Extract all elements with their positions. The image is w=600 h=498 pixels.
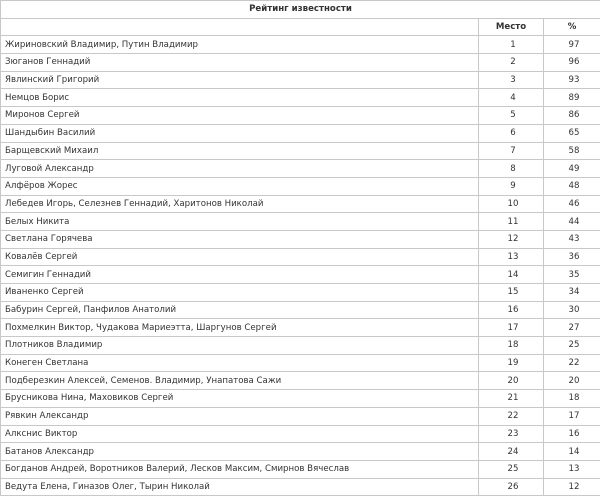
table-row bbox=[1, 36, 600, 54]
header-percent: % bbox=[544, 18, 600, 36]
candidate-name-cell: Зюганов Геннадий bbox=[1, 54, 479, 72]
place-cell: 3 bbox=[479, 71, 544, 89]
candidate-name-cell: Подберезкин Алексей, Семенов. Владимир, Унапатова Сажи bbox=[1, 372, 479, 390]
percent-cell: 17 bbox=[544, 407, 600, 425]
percent-cell: 46 bbox=[544, 195, 600, 213]
table-row bbox=[1, 354, 600, 372]
table-row bbox=[1, 71, 600, 89]
percent-cell: 12 bbox=[544, 478, 600, 496]
candidate-name-cell: Барщевский Михаил bbox=[1, 142, 479, 160]
percent-cell: 16 bbox=[544, 425, 600, 443]
percent-cell: 36 bbox=[544, 248, 600, 266]
candidate-name-cell: Ковалёв Сергей bbox=[1, 248, 479, 266]
candidate-name-cell: Шандыбин Василий bbox=[1, 124, 479, 142]
percent-cell: 18 bbox=[544, 390, 600, 408]
percent-cell: 43 bbox=[544, 230, 600, 248]
table-row bbox=[1, 390, 600, 408]
table-row bbox=[1, 425, 600, 443]
place-cell: 18 bbox=[479, 337, 544, 355]
percent-cell: 89 bbox=[544, 89, 600, 107]
table-row bbox=[1, 89, 600, 107]
place-cell: 23 bbox=[479, 425, 544, 443]
candidate-name-cell: Семигин Геннадий bbox=[1, 266, 479, 284]
table-row bbox=[1, 124, 600, 142]
place-cell: 16 bbox=[479, 301, 544, 319]
candidate-name-cell: Брусникова Нина, Маховиков Сергей bbox=[1, 390, 479, 408]
place-cell: 24 bbox=[479, 443, 544, 461]
place-cell: 19 bbox=[479, 354, 544, 372]
place-cell: 4 bbox=[479, 89, 544, 107]
candidate-name-cell: Ведута Елена, Гиназов Олег, Тырин Николай bbox=[1, 478, 479, 496]
place-cell: 17 bbox=[479, 319, 544, 337]
place-cell: 9 bbox=[479, 177, 544, 195]
table-title: Рейтинг известности bbox=[1, 1, 600, 19]
table-row bbox=[1, 266, 600, 284]
candidate-name-cell: Бабурин Сергей, Панфилов Анатолий bbox=[1, 301, 479, 319]
table-row bbox=[1, 460, 600, 478]
percent-cell: 22 bbox=[544, 354, 600, 372]
percent-cell: 34 bbox=[544, 284, 600, 302]
table-row bbox=[1, 230, 600, 248]
place-cell: 25 bbox=[479, 460, 544, 478]
candidate-name-cell: Лебедев Игорь, Селезнев Геннадий, Харитонов Николай bbox=[1, 195, 479, 213]
table-row bbox=[1, 337, 600, 355]
percent-cell: 93 bbox=[544, 71, 600, 89]
percent-cell: 25 bbox=[544, 337, 600, 355]
table-row bbox=[1, 195, 600, 213]
percent-cell: 44 bbox=[544, 213, 600, 231]
table-row bbox=[1, 107, 600, 125]
place-cell: 13 bbox=[479, 248, 544, 266]
place-cell: 14 bbox=[479, 266, 544, 284]
percent-cell: 27 bbox=[544, 319, 600, 337]
header-place: Место bbox=[479, 18, 544, 36]
place-cell: 8 bbox=[479, 160, 544, 178]
table-row bbox=[1, 407, 600, 425]
table-row bbox=[1, 142, 600, 160]
header-name bbox=[1, 18, 479, 36]
candidate-name-cell: Жириновский Владимир, Путин Владимир bbox=[1, 36, 479, 54]
candidate-name-cell: Алфёров Жорес bbox=[1, 177, 479, 195]
table-row bbox=[1, 284, 600, 302]
percent-cell: 35 bbox=[544, 266, 600, 284]
candidate-name-cell: Явлинский Григорий bbox=[1, 71, 479, 89]
table-row bbox=[1, 54, 600, 72]
candidate-name-cell: Миронов Сергей bbox=[1, 107, 479, 125]
place-cell: 12 bbox=[479, 230, 544, 248]
table-row bbox=[1, 301, 600, 319]
table-row bbox=[1, 160, 600, 178]
candidate-name-cell: Плотников Владимир bbox=[1, 337, 479, 355]
candidate-name-cell: Похмелкин Виктор, Чудакова Мариеэтта, Шаргунов Сергей bbox=[1, 319, 479, 337]
candidate-name-cell: Батанов Александр bbox=[1, 443, 479, 461]
place-cell: 1 bbox=[479, 36, 544, 54]
table-row bbox=[1, 478, 600, 496]
candidate-name-cell: Конеген Светлана bbox=[1, 354, 479, 372]
percent-cell: 48 bbox=[544, 177, 600, 195]
percent-cell: 30 bbox=[544, 301, 600, 319]
place-cell: 26 bbox=[479, 478, 544, 496]
place-cell: 6 bbox=[479, 124, 544, 142]
place-cell: 21 bbox=[479, 390, 544, 408]
percent-cell: 20 bbox=[544, 372, 600, 390]
candidate-name-cell: Белых Никита bbox=[1, 213, 479, 231]
candidate-name-cell: Алкснис Виктор bbox=[1, 425, 479, 443]
candidate-name-cell: Светлана Горячева bbox=[1, 230, 479, 248]
percent-cell: 14 bbox=[544, 443, 600, 461]
percent-cell: 58 bbox=[544, 142, 600, 160]
place-cell: 5 bbox=[479, 107, 544, 125]
percent-cell: 49 bbox=[544, 160, 600, 178]
candidate-name-cell: Немцов Борис bbox=[1, 89, 479, 107]
place-cell: 7 bbox=[479, 142, 544, 160]
percent-cell: 96 bbox=[544, 54, 600, 72]
table-row bbox=[1, 177, 600, 195]
candidate-name-cell: Рявкин Александр bbox=[1, 407, 479, 425]
place-cell: 2 bbox=[479, 54, 544, 72]
place-cell: 11 bbox=[479, 213, 544, 231]
table-row bbox=[1, 372, 600, 390]
candidate-name-cell: Луговой Александр bbox=[1, 160, 479, 178]
percent-cell: 65 bbox=[544, 124, 600, 142]
table-row bbox=[1, 248, 600, 266]
percent-cell: 97 bbox=[544, 36, 600, 54]
table-body bbox=[1, 36, 600, 496]
place-cell: 22 bbox=[479, 407, 544, 425]
place-cell: 20 bbox=[479, 372, 544, 390]
percent-cell: 13 bbox=[544, 460, 600, 478]
table-row bbox=[1, 319, 600, 337]
candidate-name-cell: Богданов Андрей, Воротников Валерий, Лесков Максим, Смирнов Вячеслав bbox=[1, 460, 479, 478]
place-cell: 15 bbox=[479, 284, 544, 302]
place-cell: 10 bbox=[479, 195, 544, 213]
candidate-name-cell: Иваненко Сергей bbox=[1, 284, 479, 302]
percent-cell: 86 bbox=[544, 107, 600, 125]
table-row bbox=[1, 443, 600, 461]
table-row bbox=[1, 213, 600, 231]
title-row bbox=[1, 1, 600, 19]
header-row bbox=[1, 18, 600, 36]
